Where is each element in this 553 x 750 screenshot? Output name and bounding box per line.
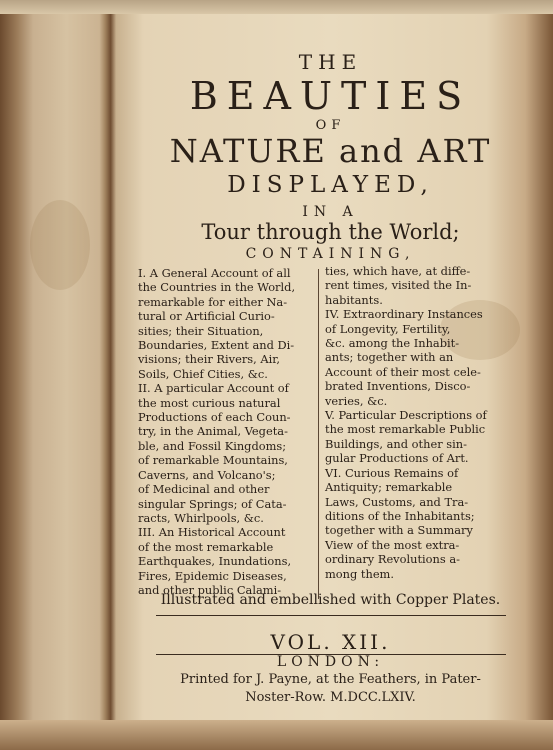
contents-right-column — [325, 264, 533, 581]
contents-line: Caverns, and Volcano's; — [138, 467, 276, 482]
imprint-place: LONDON: — [276, 654, 385, 670]
title-the: THE — [298, 50, 363, 74]
title-in-a: IN A — [302, 204, 359, 220]
contents-line: rent times, visited the In- — [325, 278, 472, 293]
bottom-page-edge — [0, 720, 553, 750]
imprint-printer: Printed for J. Payne, at the Feathers, in Pater- — [180, 672, 481, 687]
contents-line: and other public Calami- — [138, 582, 282, 597]
title-beauties: BEAUTIES — [189, 74, 472, 118]
contents-line: singular Springs; of Cata- — [138, 496, 287, 511]
contents-line: VI. Curious Remains of — [325, 465, 459, 480]
volume-number: VOL. XII. — [270, 630, 391, 654]
contents-line: tural or Artificial Curio- — [138, 309, 275, 324]
paper-stain — [30, 200, 90, 290]
column-divider — [318, 269, 319, 599]
contents-line: the most remarkable Public — [325, 422, 486, 437]
contents-line: of Medicinal and other — [138, 482, 270, 497]
contents-line: try, in the Animal, Vegeta- — [138, 424, 288, 439]
contents-line: habitants. — [325, 292, 383, 307]
contents-line: V. Particular Descriptions of — [325, 408, 487, 423]
contents-line: IV. Extraordinary Instances — [325, 307, 483, 322]
contents-line: of the most remarkable — [138, 539, 274, 554]
contents-line: gular Productions of Art. — [325, 451, 469, 466]
contents-line: remarkable for either Na- — [138, 294, 288, 309]
title-page — [118, 14, 543, 720]
contents-line: of Longevity, Fertility, — [325, 321, 451, 336]
imprint-date: Noster-Row. M.DCC.LXIV. — [245, 690, 416, 705]
contents-line: Buildings, and other sin- — [325, 436, 467, 451]
contents-line: Laws, Customs, and Tra- — [325, 494, 469, 509]
contents-line: ble, and Fossil Kingdoms; — [138, 438, 287, 453]
contents-line: Fires, Epidemic Diseases, — [138, 568, 287, 583]
contents-line: &c. among the Inhabit- — [325, 336, 460, 351]
contents-line: ties, which have, at diffe- — [325, 264, 471, 278]
title-of: OF — [315, 118, 346, 133]
contents-line: together with a Summary — [325, 523, 473, 538]
contents-line: Account of their most cele- — [325, 364, 481, 379]
horizontal-rule — [156, 615, 506, 616]
containing-heading: CONTAINING, — [245, 246, 416, 262]
contents-line: brated Inventions, Disco- — [325, 379, 471, 394]
contents-line: Boundaries, Extent and Di- — [138, 338, 295, 353]
contents-left-column — [138, 266, 328, 597]
contents-line: ditions of the Inhabitants; — [325, 508, 475, 523]
contents-line: View of the most extra- — [325, 537, 460, 552]
contents-line: II. A particular Account of — [138, 381, 289, 396]
contents-line: ordinary Revolutions a- — [325, 552, 460, 567]
contents-line: mong them. — [325, 566, 394, 581]
illustrated-line: Illustrated and embellished with Copper Plates. — [160, 592, 501, 608]
contents-line: of remarkable Mountains, — [138, 453, 288, 468]
contents-line: Productions of each Coun- — [138, 410, 291, 425]
title-displayed: DISPLAYED, — [227, 172, 434, 198]
contents-line: the most curious natural — [138, 395, 281, 410]
contents-line: racts, Whirlpools, &c. — [138, 510, 264, 525]
contents-line: Antiquity; remarkable — [325, 480, 453, 495]
contents-line: sities; their Situation, — [138, 323, 264, 338]
contents-line: III. An Historical Account — [138, 525, 286, 540]
title-tour: Tour through the World; — [201, 220, 460, 244]
title-nature-art: NATURE and ART — [169, 132, 492, 170]
top-page-edge — [0, 0, 553, 14]
contents-line: Soils, Chief Cities, &c. — [138, 366, 268, 381]
contents-line: visions; their Rivers, Air, — [138, 352, 281, 367]
contents-line: the Countries in the World, — [138, 280, 296, 295]
contents-line: veries, &c. — [325, 393, 388, 408]
contents-line: ants; together with an — [325, 350, 454, 365]
contents-line: I. A General Account of all — [138, 266, 291, 280]
contents-line: Earthquakes, Inundations, — [138, 554, 292, 569]
